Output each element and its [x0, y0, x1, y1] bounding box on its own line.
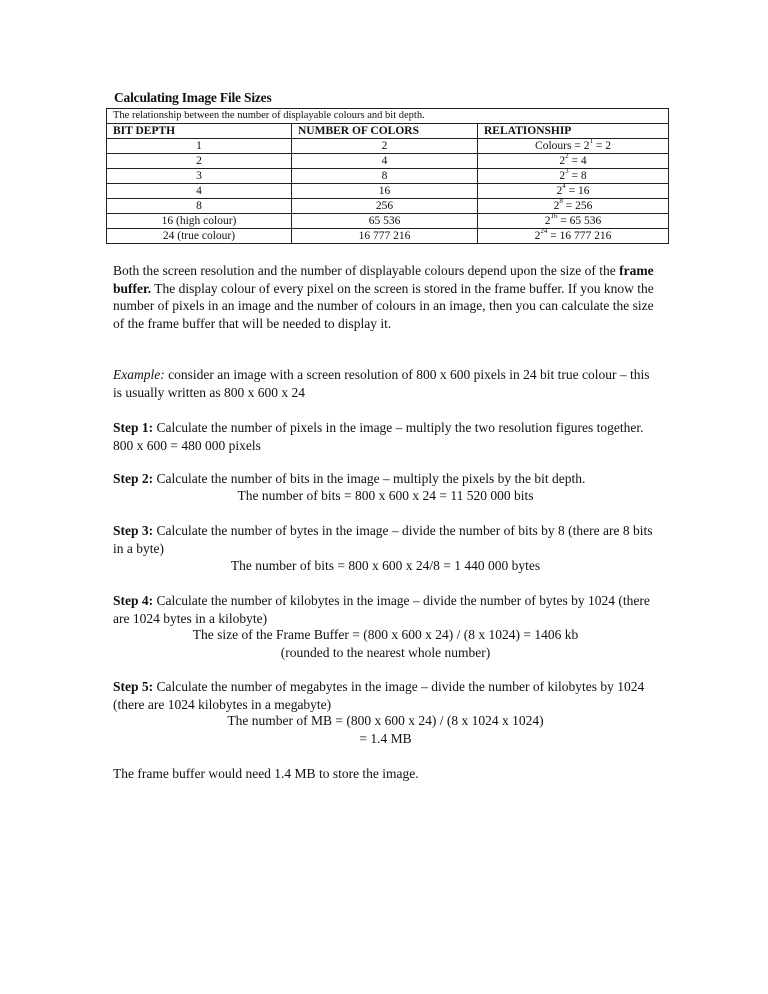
column-header: BIT DEPTH — [107, 124, 292, 139]
step-3-paragraph — [113, 522, 658, 557]
step-2-paragraph — [113, 470, 658, 488]
step-label: Step 3: — [113, 523, 154, 538]
relationship-base: 2 — [544, 215, 551, 227]
table-row — [107, 199, 669, 214]
step-4-formula: The size of the Frame Buffer = (800 x 600 x 24) / (8 x 1024) = 1406 kb — [192, 627, 579, 642]
step-text: Calculate the number of bytes in the image – divide the number of bits by 8 (there are 8 bits in a byte) — [113, 523, 653, 556]
relationship-cell — [478, 154, 669, 169]
bit-depth-cell: 2 — [107, 154, 292, 169]
column-header: NUMBER OF COLORS — [292, 124, 478, 139]
bit-depth-cell: 8 — [107, 199, 292, 214]
relationship-result: = 4 — [568, 155, 587, 167]
conclusion-text: The frame buffer would need 1.4 MB to store the image. — [113, 766, 419, 781]
relationship-cell — [478, 139, 669, 154]
number-of-colors-cell: 2 — [292, 139, 478, 154]
relationship-result: = 8 — [568, 170, 587, 182]
step-4-paragraph — [113, 592, 658, 627]
relationship-exponent: 16 — [550, 212, 558, 221]
relationship-result: = 65 536 — [557, 215, 602, 227]
bit-depth-cell: 24 (true colour) — [107, 229, 292, 244]
relationship-result: = 2 — [592, 140, 611, 152]
relationship-result: = 16 — [565, 185, 590, 197]
number-of-colors-cell: 65 536 — [292, 214, 478, 229]
bit-depth-cell: 3 — [107, 169, 292, 184]
relationship-base: Colours = 2 — [535, 140, 590, 152]
relationship-base: 2 — [559, 155, 566, 167]
number-of-colors-cell: 8 — [292, 169, 478, 184]
number-of-colors-cell: 16 777 216 — [292, 229, 478, 244]
table-header-row — [107, 124, 669, 139]
relationship-exponent: 4 — [562, 182, 566, 191]
step-label: Step 2: — [113, 471, 154, 486]
table-row — [107, 214, 669, 229]
relationship-base: 2 — [553, 200, 560, 212]
relationship-cell — [478, 199, 669, 214]
step-5-paragraph — [113, 678, 658, 713]
intro-paragraph — [113, 262, 658, 332]
step-3-formula: The number of bits = 800 x 600 x 24/8 = 1 440 000 bytes — [230, 558, 541, 573]
table-row — [107, 169, 669, 184]
colour-depth-table — [106, 108, 669, 244]
table-caption-row — [107, 109, 669, 124]
relationship-exponent: 24 — [540, 227, 548, 236]
step-5-formula-result: = 1.4 MB — [359, 731, 412, 746]
relationship-cell — [478, 169, 669, 184]
relationship-cell — [478, 214, 669, 229]
number-of-colors-cell: 4 — [292, 154, 478, 169]
relationship-cell — [478, 184, 669, 199]
step-4-formula-note: (rounded to the nearest whole number) — [280, 645, 491, 660]
table-row — [107, 229, 669, 244]
step-5-formula: The number of MB = (800 x 600 x 24) / (8 x 1024 x 1024) — [227, 713, 544, 728]
example-text: consider an image with a screen resolution of 800 x 600 pixels in 24 bit true colour – this is usually written as 800 x 600 x 24 — [113, 367, 650, 400]
relationship-exponent: 3 — [565, 167, 569, 176]
bit-depth-cell: 16 (high colour) — [107, 214, 292, 229]
relationship-cell — [478, 229, 669, 244]
table-caption: The relationship between the number of displayable colours and bit depth. — [107, 109, 669, 124]
step-text: Calculate the number of kilobytes in the image – divide the number of bytes by 1024 (there are 1024 bytes in a kilobyte) — [113, 593, 650, 626]
number-of-colors-cell: 256 — [292, 199, 478, 214]
step-1-paragraph — [113, 419, 658, 454]
example-paragraph — [113, 366, 658, 401]
intro-bold-term: frame buffer. — [113, 263, 654, 296]
relationship-result: = 256 — [562, 200, 593, 212]
table-row — [107, 139, 669, 154]
relationship-base: 2 — [559, 170, 566, 182]
bit-depth-cell: 4 — [107, 184, 292, 199]
example-label: Example: — [113, 367, 165, 382]
table-row — [107, 184, 669, 199]
step-label: Step 4: — [113, 593, 154, 608]
relationship-base: 2 — [534, 230, 541, 242]
relationship-exponent: 2 — [565, 152, 569, 161]
intro-text-continued: The display colour of every pixel on the screen is stored in the frame buffer. If you know the number of pixels in an image and the number of colours in an image, then you can calculate the size of the frame buffer that will be needed to display it. — [113, 280, 654, 331]
table-row — [107, 154, 669, 169]
step-text: Calculate the number of bits in the image – multiply the pixels by the bit depth. — [153, 471, 586, 486]
step-label: Step 5: — [113, 679, 154, 694]
column-header: RELATIONSHIP — [478, 124, 669, 139]
relationship-exponent: 8 — [559, 197, 563, 206]
relationship-exponent: 1 — [589, 137, 593, 146]
step-text: Calculate the number of pixels in the image – multiply the two resolution figures together. 800 x 600 = 480 000 pixels — [113, 420, 644, 453]
relationship-result: = 16 777 216 — [547, 230, 612, 242]
relationship-base: 2 — [556, 185, 563, 197]
step-label: Step 1: — [113, 420, 154, 435]
intro-text: Both the screen resolution and the number of displayable colours depend upon the size of the — [113, 263, 620, 278]
step-text: Calculate the number of megabytes in the image – divide the number of kilobytes by 1024 (there are 1024 kilobytes in a megabyte) — [113, 679, 645, 712]
bit-depth-cell: 1 — [107, 139, 292, 154]
page-title: Calculating Image File Sizes — [114, 90, 272, 105]
step-2-formula: The number of bits = 800 x 600 x 24 = 11 520 000 bits — [237, 488, 534, 503]
number-of-colors-cell: 16 — [292, 184, 478, 199]
